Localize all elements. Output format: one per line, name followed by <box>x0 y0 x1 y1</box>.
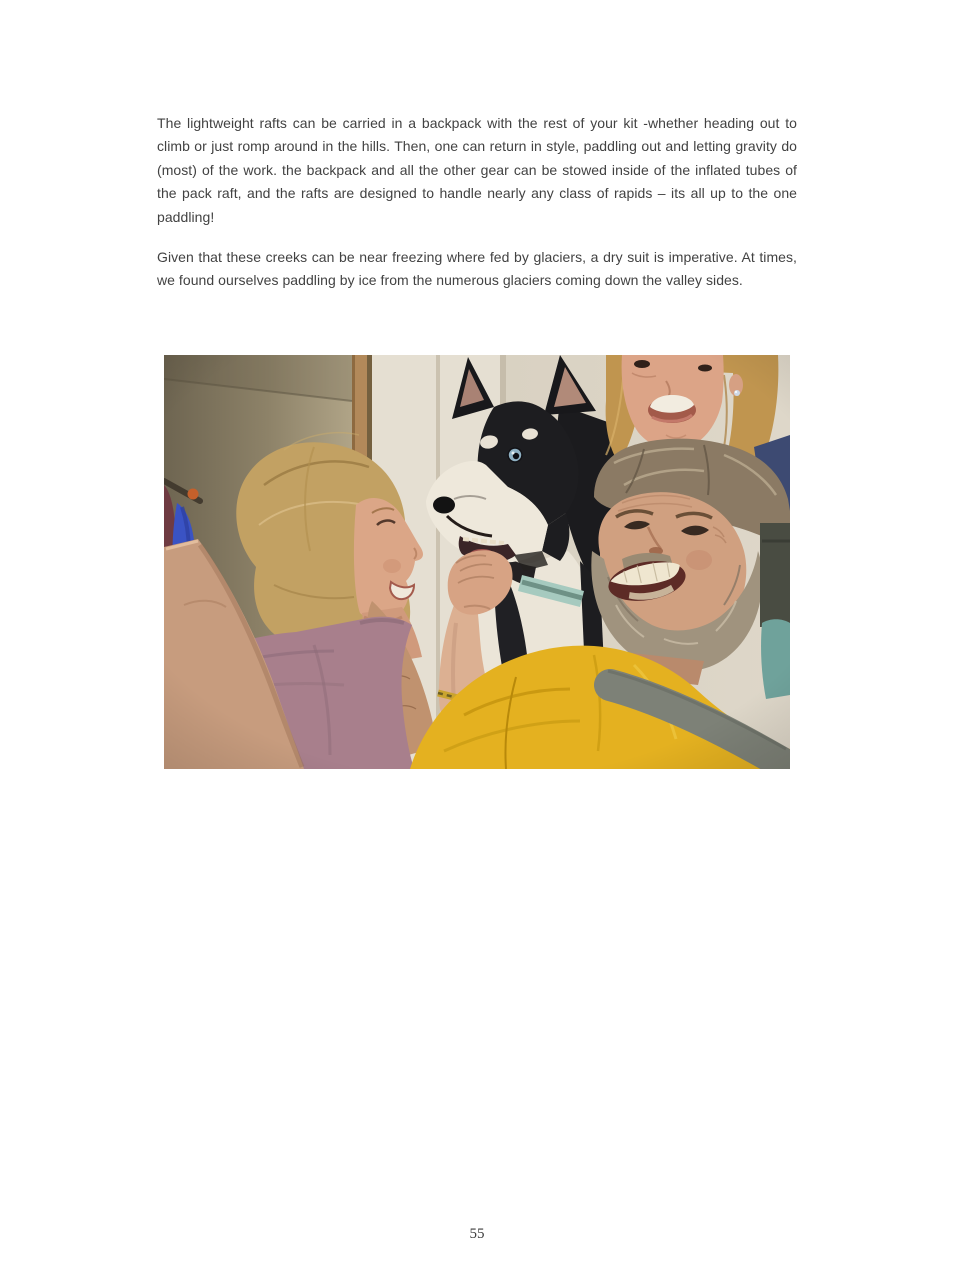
family-with-husky-photo <box>164 355 790 769</box>
body-paragraph-2: Given that these creeks can be near freezing where fed by glaciers, a dry suit is imperative. At times, we found ourselves paddling by ice from the numerous glaciers coming down the valley sides. <box>157 249 797 289</box>
photo-vignette <box>164 355 790 769</box>
photo-figure <box>164 355 790 769</box>
page-footer <box>0 1225 954 1243</box>
text-column <box>157 112 797 310</box>
body-paragraph-1: The lightweight rafts can be carried in a backpack with the rest of your kit -whether heading out to climb or just romp around in the hills. Then, one can return in style, paddling out and letting gravity do (most) of the work. the backpack and all the other gear can be stowed inside of the inflated tubes of the pack raft, and the rafts are designed to handle nearly any class of rapids – its all up to the one paddling! <box>157 115 797 225</box>
page-number: 55 <box>469 1226 485 1242</box>
